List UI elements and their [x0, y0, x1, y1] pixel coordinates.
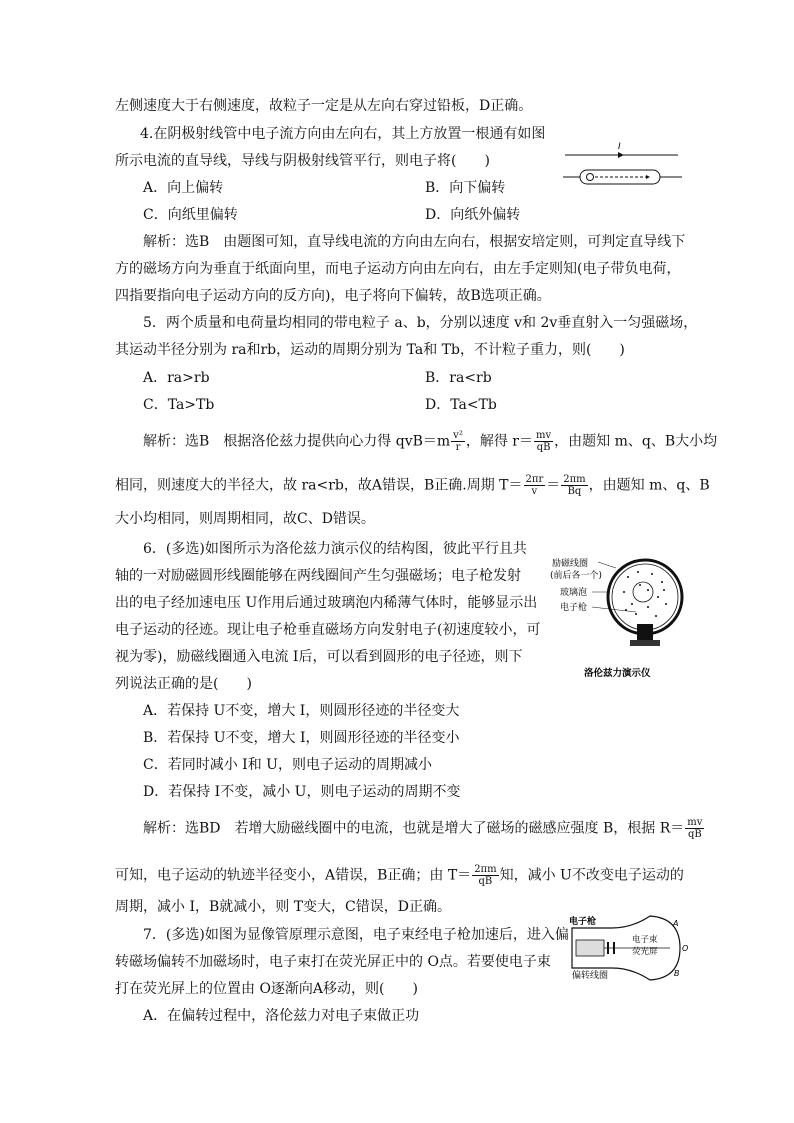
option-c: C．Ta>Tb: [143, 397, 215, 413]
option-c: C．若同时减小 I和 U，则电子运动的周期减小: [143, 757, 432, 773]
beam-label: 电子束: [632, 935, 658, 945]
figure-picture-tube: [562, 912, 692, 982]
question-6-text: 列说法正确的是( ): [115, 676, 252, 692]
option-a: A．向上偏转: [143, 180, 224, 196]
gun-label: 电子枪: [560, 603, 588, 613]
text-line: 左侧速度大于右侧速度，故粒子一定是从左向右穿过铅板，D正确。: [115, 98, 533, 114]
question-6-text: 6．(多选)如图所示为洛伦兹力演示仪的结构图，彼此平行且共: [143, 541, 527, 557]
question-6-text: 轴的一对励磁圆形线圈能够在两线圈间产生匀强磁场；电子枪发射: [115, 568, 521, 584]
question-4-text: 所示电流的直导线，导线与阴极射线管平行，则电子将( ): [115, 153, 490, 169]
fraction: $\frac{mv}{qB}$: [536, 430, 552, 453]
option-d: D．Ta<Tb: [425, 397, 497, 413]
option-b: B．向下偏转: [425, 180, 506, 196]
figure-lorentz-demonstrator: [548, 552, 688, 682]
option-b: B．ra<rb: [425, 370, 492, 386]
question-7-text: 7．(多选)如图为显像管原理示意图，电子束经电子枪加速后，进入偏: [143, 927, 569, 943]
option-d: D．若保持 I不变，减小 U，则电子运动的周期不变: [143, 784, 461, 800]
question-6-text: 电子运动的径迹。现让电子枪垂直磁场方向发射电子(初速度较小，可: [115, 622, 541, 638]
coil-label: 偏转线圈: [572, 971, 609, 981]
analysis-5: 相同，则速度大的半径大，故 ra<rb，故A错误，B正确.周期 T＝ $\frac{2\pi r}{v}$ ＝ $\frac{2\pi m}{Bq}$ ，由题知 m、q、B: [115, 474, 710, 497]
question-5-text: 其运动半径分别为 ra和rb，运动的周期分别为 Ta和 Tb，不计粒子重力，则( ): [115, 342, 625, 358]
fraction: $\frac{2\pi r}{v}$: [525, 474, 544, 497]
analysis-5: 大小均相同，则周期相同，故C、D错误。: [115, 511, 375, 527]
option-d: D．向纸外偏转: [425, 207, 521, 223]
analysis-4: 四指要指向电子运动方向的反方向)，电子将向下偏转，故B选项正确。: [115, 288, 551, 304]
analysis-6: 解析：选BD 若增大励磁线圈中的电流，也就是增大了磁场的磁感应强度 B，根据 R＝ $\frac{mv}{qB}$: [143, 817, 703, 840]
question-6-text: 视为零)，励磁线圈通入电流 I后，可以看到圆形的电子径迹，则下: [115, 649, 523, 665]
screen-label: 荧光屏: [632, 947, 658, 957]
figure-cathode-ray-tube: [560, 140, 685, 190]
option-a: A．在偏转过程中，洛伦兹力对电子束做正功: [143, 1008, 420, 1024]
coil-label-note: (前后各一个): [550, 571, 603, 581]
option-c: C．向纸里偏转: [143, 207, 238, 223]
question-6-text: 出的电子经加速电压 U作用后通过玻璃泡内稀薄气体时，能够显示出: [115, 595, 538, 611]
analysis-6: 周期，减小 I，B就减小，则 T变大，C错误，D正确。: [115, 899, 451, 915]
question-7-text: 打在荧光屏上的位置由 O逐渐向A移动，则( ): [115, 981, 418, 997]
analysis-6: 可知，电子运动的轨迹半径变小，A错误，B正确；由 T＝ $\frac{2\pi m}{qB}$ 知，减小 U不改变电子运动的: [115, 864, 684, 887]
fraction: $\frac{\text{v²}}{r}$: [453, 430, 463, 453]
analysis-4: 解析：选B 由题图可知，直导线电流的方向由左向右，根据安培定则，可判定直导线下: [143, 234, 686, 250]
question-5-text: 5．两个质量和电荷量均相同的带电粒子 a、b，分别以速度 v和 2v垂直射入一匀强磁场，: [143, 315, 698, 331]
analysis-5: 解析：选B 根据洛伦兹力提供向心力得 qvB＝m $\frac{\text{v²}}{r}$ ，解得 r＝ $\frac{mv}{qB}$ ，由题知 m、q、B大小均: [143, 430, 718, 453]
option-a: A．若保持 U不变，增大 I，则圆形径迹的半径变大: [143, 703, 460, 719]
question-7-text: 转磁场偏转不加磁场时，电子束打在荧光屏正中的 O点。若要使电子束: [115, 954, 551, 970]
option-b: B．若保持 U不变，增大 I，则圆形径迹的半径变小: [143, 730, 460, 746]
point-o-label: O: [682, 944, 689, 953]
bulb-label: 玻璃泡: [560, 588, 588, 598]
fraction: $\frac{2\pi m}{qB}$: [474, 864, 497, 887]
fraction: $\frac{mv}{qB}$: [687, 817, 703, 840]
figure-caption: 洛伦兹力演示仪: [584, 668, 651, 679]
analysis-4: 方的磁场方向为垂直于纸面向里，而电子运动方向由左向右，由左手定则知(电子带负电荷，: [115, 261, 681, 277]
point-b-label: B: [674, 969, 680, 978]
gun-label: 电子枪: [569, 917, 597, 927]
current-label: I: [618, 142, 621, 152]
coil-label: 励磁线圈: [552, 559, 589, 569]
question-4-text: 4.在阴极射线管中电子流方向由左向右，其上方放置一根通有如图: [140, 126, 546, 142]
fraction: $\frac{2\pi m}{Bq}$: [563, 474, 586, 497]
point-a-label: A: [673, 919, 679, 928]
option-a: A．ra>rb: [143, 370, 210, 386]
